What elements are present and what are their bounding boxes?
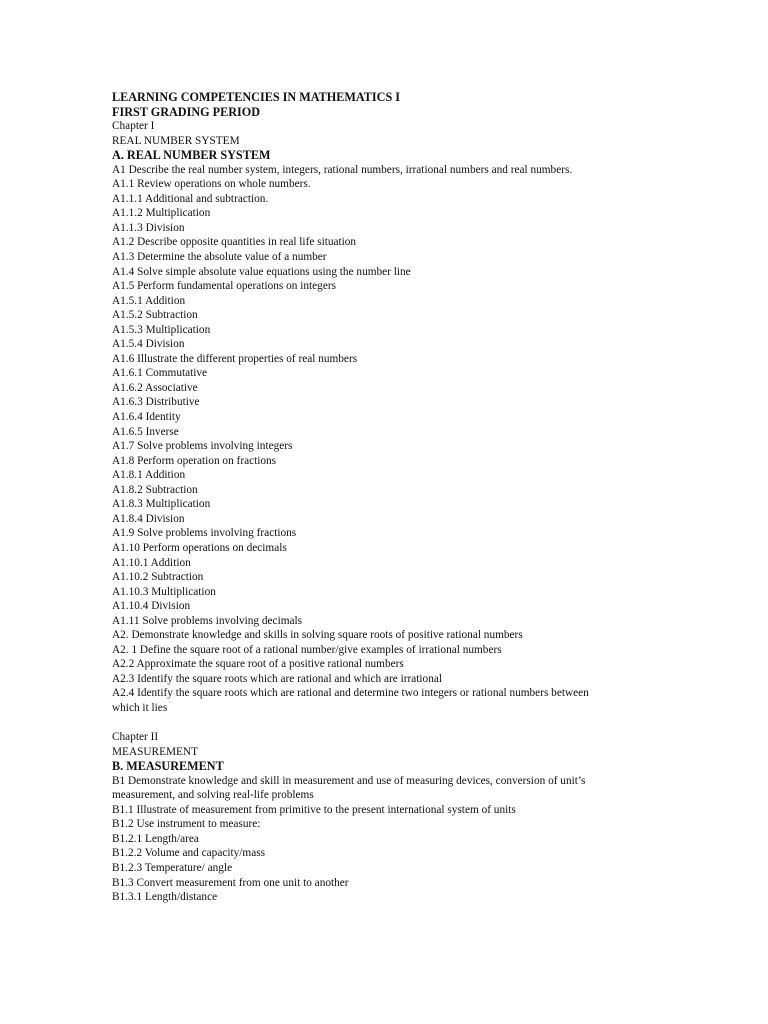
competency-item: B1.2.3 Temperature/ angle	[112, 861, 233, 874]
document-title: LEARNING COMPETENCIES IN MATHEMATICS I	[112, 90, 401, 104]
competency-item: A1.8 Perform operation on fractions	[112, 454, 277, 467]
competency-item: A1.1.1 Additional and subtraction.	[112, 192, 269, 205]
competency-item: A1.10.4 Division	[112, 600, 191, 613]
competency-item: A1.8.2 Subtraction	[112, 483, 198, 496]
competency-item: A1.7 Solve problems involving integers	[112, 440, 293, 453]
chapter-2-competency-list	[112, 774, 652, 905]
competency-item: B1.2.1 Length/area	[112, 832, 199, 845]
competency-item: A2.2 Approximate the square root of a positive rational numbers	[112, 658, 404, 671]
competency-item: A1.5.4 Division	[112, 338, 185, 351]
chapter-spacer	[112, 716, 652, 731]
competency-item: A1.8.1 Addition	[112, 469, 186, 482]
competency-item: A1.6.4 Identity	[112, 411, 181, 424]
chapter-1-label: Chapter I	[112, 120, 155, 133]
competency-item: A1.6.1 Commutative	[112, 367, 208, 380]
document-page	[112, 90, 652, 905]
competency-item: B1.2 Use instrument to measure:	[112, 818, 261, 831]
competency-item: B1.3 Convert measurement from one unit to another	[112, 876, 349, 889]
competency-item: A1.5.3 Multiplication	[112, 323, 211, 336]
competency-item: A1.6.3 Distributive	[112, 396, 200, 409]
competency-item: A2.3 Identify the square roots which are rational and which are irrational	[112, 672, 442, 685]
competency-item-b1-line2: measurement, and solving real-life problems	[112, 789, 314, 802]
competency-item: A2. Demonstrate knowledge and skills in solving square roots of positive rational numbers	[112, 629, 523, 642]
competency-item: A1.9 Solve problems involving fractions	[112, 527, 297, 540]
competency-item: A1.10.3 Multiplication	[112, 585, 216, 598]
chapter-1-name: REAL NUMBER SYSTEM	[112, 134, 240, 147]
competency-item-a2-4-line1: A2.4 Identify the square roots which are rational and determine two integers or rational numbers between	[112, 687, 589, 700]
chapter-1-competency-list	[112, 163, 652, 716]
competency-item: A1.10.1 Addition	[112, 556, 191, 569]
competency-item: A1.5.1 Addition	[112, 294, 186, 307]
competency-item: A1.6.2 Associative	[112, 381, 198, 394]
competency-item-b1-line1: B1 Demonstrate knowledge and skill in measurement and use of measuring devices, conversion of unit’s	[112, 774, 586, 787]
competency-item: A1.1.2 Multiplication	[112, 207, 211, 220]
section-b-heading: B. MEASUREMENT	[112, 759, 224, 774]
competency-item: A1.4 Solve simple absolute value equations using the number line	[112, 265, 411, 278]
competency-item: B1.3.1 Length/distance	[112, 891, 218, 904]
chapter-2-name: MEASUREMENT	[112, 745, 198, 758]
competency-item: A1.10.2 Subtraction	[112, 571, 204, 584]
competency-item: A1.5.2 Subtraction	[112, 309, 198, 322]
competency-item: A1.6.5 Inverse	[112, 425, 179, 438]
competency-item: A1.11 Solve problems involving decimals	[112, 614, 303, 627]
competency-item: A1.2 Describe opposite quantities in real life situation	[112, 236, 357, 249]
competency-item: A2. 1 Define the square root of a rational number/give examples of irrational numbers	[112, 643, 502, 656]
grading-period: FIRST GRADING PERIOD	[112, 104, 261, 119]
competency-item: A1.6 Illustrate the different properties of real numbers	[112, 352, 358, 365]
competency-item: A1.1 Review operations on whole numbers.	[112, 178, 311, 191]
chapter-2-label: Chapter II	[112, 731, 159, 744]
competency-item: A1.8.3 Multiplication	[112, 498, 211, 511]
competency-item: A1.8.4 Division	[112, 512, 185, 525]
section-a-heading: A. REAL NUMBER SYSTEM	[112, 148, 271, 163]
competency-item: A1 Describe the real number system, integers, rational numbers, irrational numbers and real numbers.	[112, 163, 573, 176]
competency-item: A1.5 Perform fundamental operations on integers	[112, 280, 336, 293]
competency-item: A1.1.3 Division	[112, 221, 185, 234]
competency-item: B1.2.2 Volume and capacity/mass	[112, 847, 266, 860]
competency-item-a2-4-line2: which it lies	[112, 701, 168, 714]
competency-item: B1.1 Illustrate of measurement from primitive to the present international system of units	[112, 803, 516, 816]
competency-item: A1.3 Determine the absolute value of a number	[112, 251, 327, 264]
competency-item: A1.10 Perform operations on decimals	[112, 541, 287, 554]
